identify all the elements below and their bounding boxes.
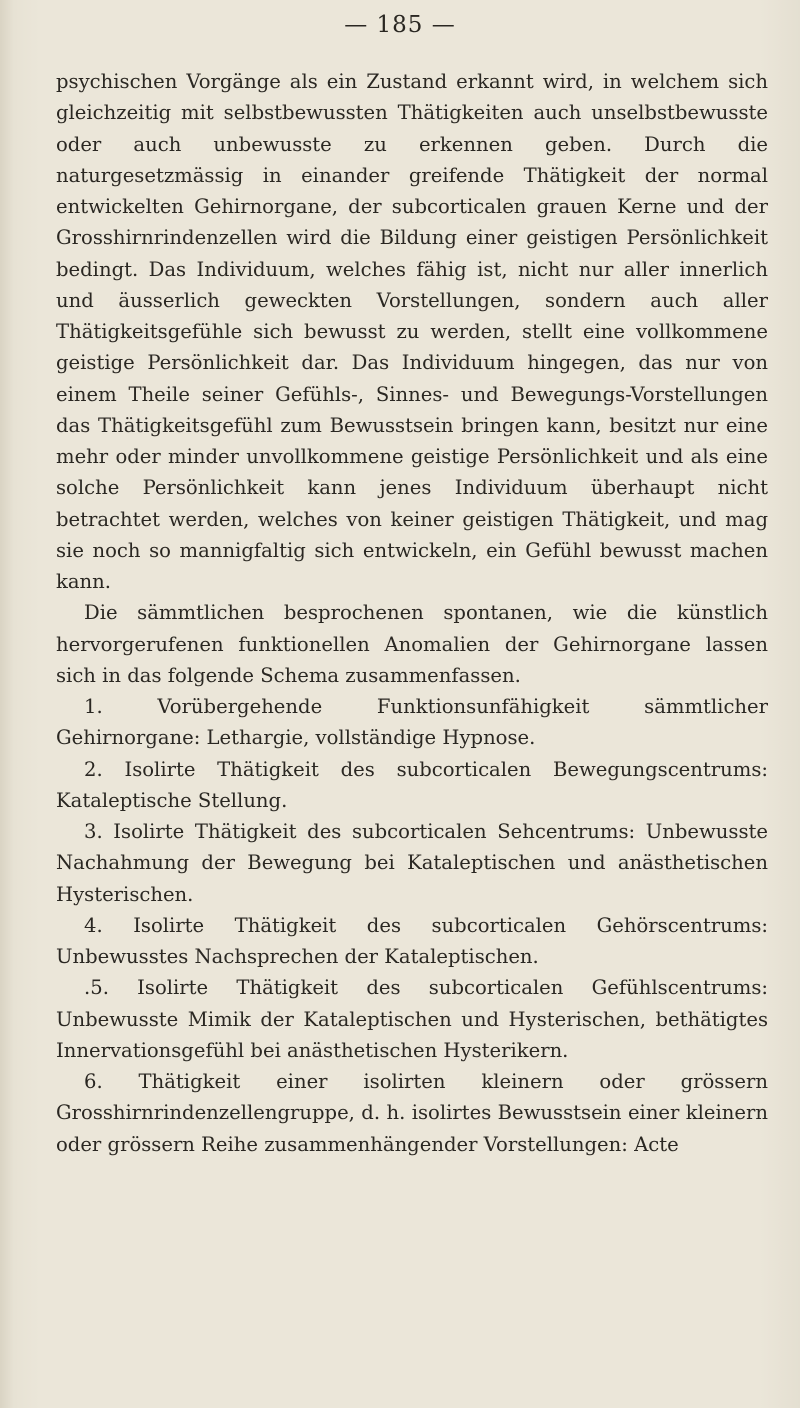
page-number: — 185 — (344, 12, 456, 38)
paragraph-intro: psychischen Vorgänge als ein Zustand erkannt wird, in welchem sich gleichzeitig mit selbstbewussten Thätigkeiten auch unselbstbewusste oder auch unbewusste zu erkennen geben. Durch die naturgesetzmässig in einander greifende Thätigkeit der normal entwickelten Gehirnorgane, der subcorticalen grauen Kerne und der Grosshirnrindenzellen wird die Bildung einer geistigen Persönlichkeit bedingt. Das Individuum, welches fähig ist, nicht nur aller innerlich und äusserlich geweckten Vorstellungen, sondern auch aller Thätigkeitsgefühle sich bewusst zu werden, stellt eine vollkommene geistige Persönlichkeit dar. Das Individuum hingegen, das nur von einem Theile seiner Gefühls-, Sinnes- und Bewegungs-Vorstellungen das Thätigkeitsgefühl zum Bewusstsein bringen kann, besitzt nur eine mehr oder minder unvollkommene geistige Persönlichkeit und als eine solche Persönlichkeit kann jenes Individuum überhaupt nicht betrachtet werden, welches von keiner geistigen Thätigkeit, und mag sie noch so mannigfaltig sich entwickeln, ein Gefühl bewusst machen kann. (56, 70, 768, 593)
schema-item-1: 1. Vorübergehende Funktionsunfähigkeit sämmtlicher Gehirnorgane: Lethargie, vollständige Hypnose. (56, 695, 768, 750)
paragraph-schema-intro: Die sämmtlichen besprochenen spontanen, wie die künstlich hervorgerufenen funktionellen Anomalien der Gehirnorgane lassen sich in das folgende Schema zusammenfassen. (56, 601, 768, 687)
body-text (56, 66, 768, 1160)
schema-item-5: .5. Isolirte Thätigkeit des subcorticalen Gefühlscentrums: Unbewusste Mimik der Kataleptischen und Hysterischen, bethätigtes Innervationsgefühl bei anästhetischen Hysterikern. (56, 976, 768, 1062)
schema-item-3: 3. Isolirte Thätigkeit des subcorticalen Sehcentrums: Unbewusste Nachahmung der Bewegung bei Kataleptischen und anästhetischen Hysterischen. (56, 820, 768, 906)
schema-item-6: 6. Thätigkeit einer isolirten kleinern oder grössern Grosshirnrindenzellengruppe, d. h. isolirtes Bewusstsein einer kleinern oder grössern Reihe zusammenhängender Vorstellungen: Acte (56, 1070, 768, 1156)
schema-item-2: 2. Isolirte Thätigkeit des subcorticalen Bewegungscentrums: Kataleptische Stellung. (56, 757, 768, 812)
schema-item-4: 4. Isolirte Thätigkeit des subcorticalen Gehörscentrums: Unbewusstes Nachsprechen der Kataleptischen. (56, 913, 768, 968)
